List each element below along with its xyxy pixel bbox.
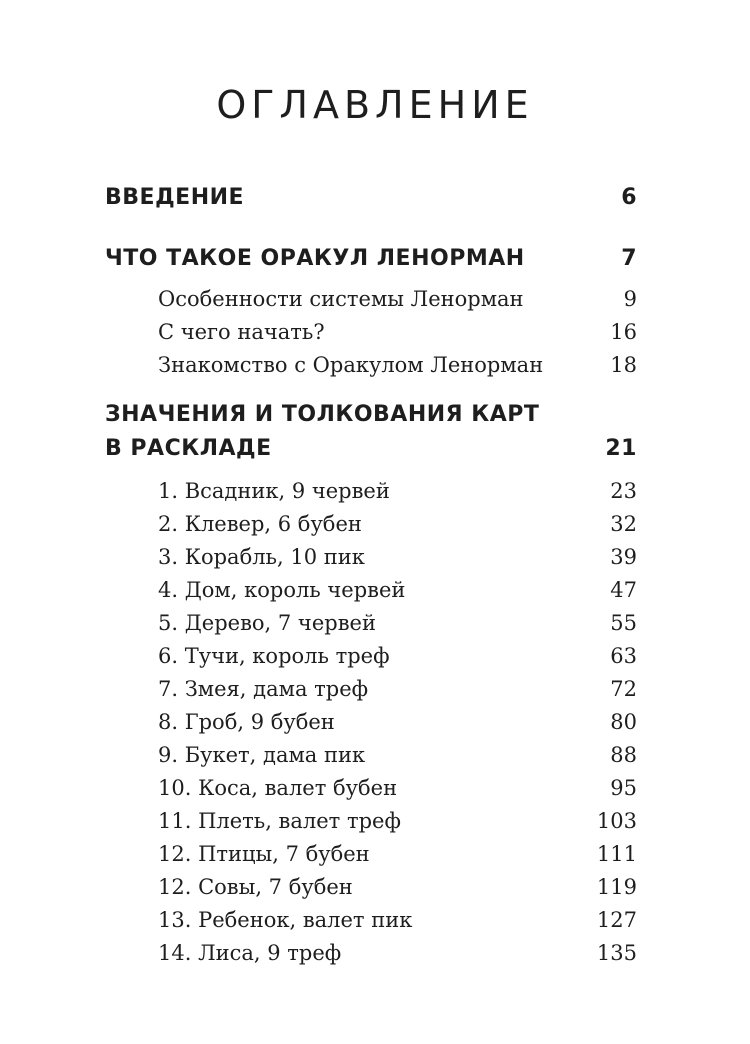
toc-page-number: 88: [610, 743, 637, 767]
toc-item-label: 5. Дерево, 7 червей: [158, 611, 376, 635]
toc-item-label: 1. Всадник, 9 червей: [158, 479, 390, 503]
toc-section-oracle[interactable]: [105, 244, 637, 274]
toc-page-number: 47: [610, 578, 637, 602]
toc-item-label: 11. Плеть, валет треф: [158, 809, 401, 833]
toc-page-number: 127: [596, 908, 637, 932]
toc-section-label: ВВЕДЕНИЕ: [105, 185, 245, 210]
toc-page-number: 119: [596, 875, 637, 899]
toc-page-number: 111: [596, 842, 637, 866]
toc-section-intro[interactable]: [105, 183, 637, 213]
toc-item-label: 8. Гроб, 9 бубен: [158, 710, 335, 734]
toc-item[interactable]: [158, 575, 637, 605]
toc-page-number: 6: [621, 185, 637, 210]
toc-item[interactable]: [158, 509, 637, 539]
toc-section-label-line1: ЗНАЧЕНИЯ И ТОЛКОВАНИЯ КАРТ: [105, 402, 540, 427]
toc-item[interactable]: [158, 674, 637, 704]
toc-section-label: ЧТО ТАКОЕ ОРАКУЛ ЛЕНОРМАН: [105, 246, 525, 271]
toc-item-label: 14. Лиса, 9 треф: [158, 941, 342, 965]
toc-item[interactable]: [158, 542, 637, 572]
toc-item[interactable]: [158, 350, 637, 380]
toc-item-label: 13. Ребенок, валет пик: [158, 908, 413, 932]
toc-page-number: 32: [610, 512, 637, 536]
toc-item[interactable]: [158, 905, 637, 935]
toc-item-label: 2. Клевер, 6 бубен: [158, 512, 362, 536]
toc-page-number: 23: [610, 479, 637, 503]
toc-page-number: 7: [621, 246, 637, 271]
page-title: ОГЛАВЛЕНИЕ: [216, 83, 534, 127]
toc-item[interactable]: [158, 773, 637, 803]
toc-item-label: С чего начать?: [158, 320, 325, 344]
toc-item[interactable]: [158, 641, 637, 671]
toc-section-meanings[interactable]: [105, 398, 637, 466]
toc-page-number: 80: [610, 710, 637, 734]
toc-item-label: 10. Коса, валет бубен: [158, 776, 398, 800]
toc-section-label-line2: В РАСКЛАДЕ: [105, 436, 272, 461]
toc-item-label: Знакомство с Оракулом Ленорман: [158, 353, 544, 377]
toc-item-label: 4. Дом, король червей: [158, 578, 406, 602]
toc-item[interactable]: [158, 740, 637, 770]
toc-item[interactable]: [158, 872, 637, 902]
toc-item-label: 3. Корабль, 10 пик: [158, 545, 365, 569]
toc-page-number: 18: [610, 353, 637, 377]
toc-item[interactable]: [158, 707, 637, 737]
toc-page-number: 9: [623, 287, 637, 311]
toc-page-number: 135: [596, 941, 637, 965]
toc-item[interactable]: [158, 839, 637, 869]
toc-item-label: 12. Птицы, 7 бубен: [158, 842, 370, 866]
toc-page-number: 103: [596, 809, 637, 833]
toc-page-number: 63: [610, 644, 637, 668]
toc-item[interactable]: [158, 476, 637, 506]
toc-item[interactable]: [158, 806, 637, 836]
toc-page-number: 72: [610, 677, 637, 701]
toc-item[interactable]: [158, 608, 637, 638]
toc-item[interactable]: [158, 317, 637, 347]
toc-item-label: 9. Букет, дама пик: [158, 743, 366, 767]
toc-item-label: Особенности системы Ленорман: [158, 287, 524, 311]
toc-item-label: 7. Змея, дама треф: [158, 677, 369, 701]
toc-page-number: 55: [610, 611, 637, 635]
toc-item-label: 6. Тучи, король треф: [158, 644, 390, 668]
toc-item[interactable]: [158, 284, 637, 314]
toc-page-number: 21: [605, 436, 637, 461]
toc-item-label: 12. Совы, 7 бубен: [158, 875, 353, 899]
toc-page-number: 16: [610, 320, 637, 344]
toc-page-number: 95: [610, 776, 637, 800]
toc-item[interactable]: [158, 938, 637, 968]
toc-page-number: 39: [610, 545, 637, 569]
